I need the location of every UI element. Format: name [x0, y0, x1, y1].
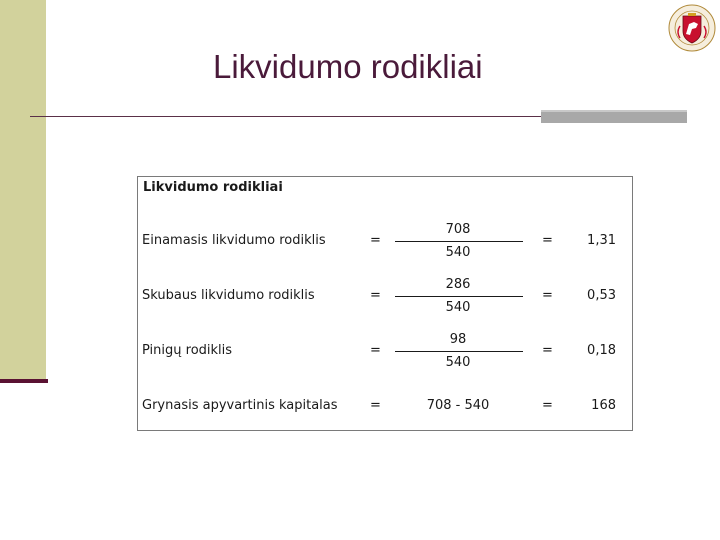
- equals-sign: =: [370, 233, 381, 248]
- numerator: 98: [449, 332, 467, 347]
- table-row: [138, 276, 632, 316]
- equals-sign: =: [370, 288, 381, 303]
- slide-title: Likvidumo rodikliai: [213, 48, 483, 85]
- fraction: [393, 276, 523, 316]
- row-result: 0,18: [587, 343, 616, 358]
- denominator: 540: [445, 300, 471, 315]
- equals-sign: =: [370, 343, 381, 358]
- title-divider: [30, 116, 550, 117]
- equals-sign: =: [542, 233, 553, 248]
- equals-sign: =: [370, 398, 381, 413]
- liquidity-table: [137, 176, 633, 431]
- university-emblem-icon: [668, 4, 716, 52]
- row-label: Grynasis apyvartinis kapitalas: [142, 398, 338, 413]
- equals-sign: =: [542, 343, 553, 358]
- row-result: 1,31: [587, 233, 616, 248]
- row-label: Skubaus likvidumo rodiklis: [142, 288, 315, 303]
- title-divider-accent: [541, 110, 687, 123]
- denominator: 540: [445, 245, 471, 260]
- fraction-bar: [395, 296, 523, 297]
- expression: 708 - 540: [426, 398, 490, 413]
- row-label: Einamasis likvidumo rodiklis: [142, 233, 326, 248]
- fraction: [393, 221, 523, 261]
- numerator: 708: [445, 222, 471, 237]
- row-result: 0,53: [587, 288, 616, 303]
- table-row: [138, 331, 632, 371]
- fraction-bar: [395, 241, 523, 242]
- left-accent-bar-base: [0, 379, 48, 383]
- fraction: [393, 331, 523, 371]
- table-title: Likvidumo rodikliai: [143, 180, 283, 195]
- numerator: 286: [445, 277, 471, 292]
- row-result: 168: [591, 398, 616, 413]
- row-label: Pinigų rodiklis: [142, 343, 233, 358]
- denominator: 540: [445, 355, 471, 370]
- equals-sign: =: [542, 288, 553, 303]
- fraction-bar: [395, 351, 523, 352]
- table-row: [138, 386, 632, 426]
- table-row: [138, 221, 632, 261]
- equals-sign: =: [542, 398, 553, 413]
- left-accent-bar: [0, 0, 46, 382]
